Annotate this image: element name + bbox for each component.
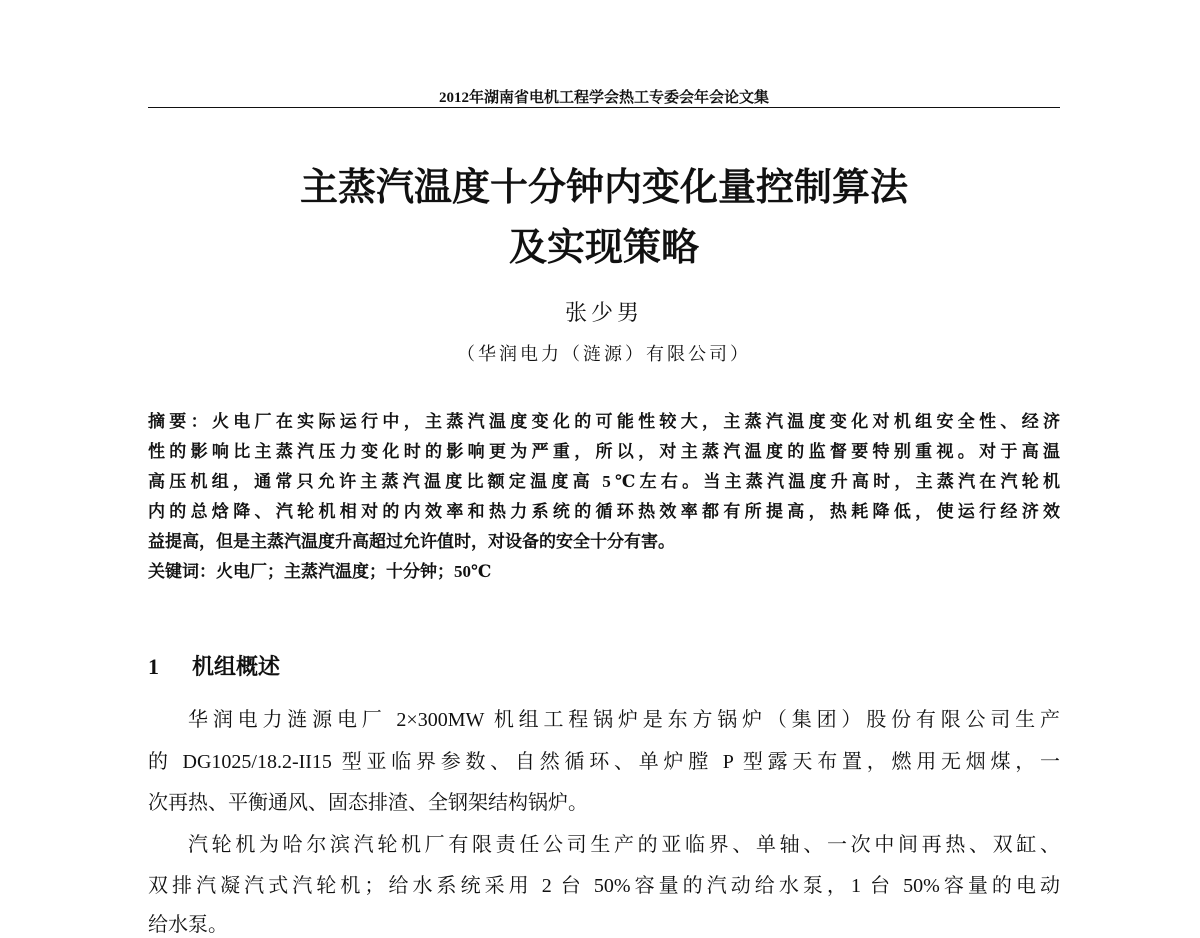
body-line: 次再热、平衡通风、固态排渣、全钢架结构锅炉。 — [148, 792, 588, 814]
abstract-line: 高压机组，通常只允许主蒸汽温度比额定温度高 5℃左右。当主蒸汽温度升高时，主蒸汽在汽轮机 — [148, 472, 1060, 491]
author: 张少男 — [564, 300, 643, 325]
abstract-label: 摘要： — [148, 412, 212, 431]
keywords-text: 火电厂；主蒸汽温度；十分钟；50℃ — [216, 562, 492, 581]
body-line: 的 DG1025/18.2-II15 型亚临界参数、自然循环、单炉膛 P 型露天布置，燃用无烟煤，一 — [148, 751, 1060, 773]
abstract-line: 性的影响比主蒸汽压力变化时的影响更为严重，所以，对主蒸汽温度的监督要特别重视。对于高温 — [148, 442, 1060, 461]
body-line: 给水泵。 — [148, 914, 228, 936]
section-heading — [148, 650, 280, 681]
abstract-line: 益提高，但是主蒸汽温度升高超过允许值时，对设备的安全十分有害。 — [148, 532, 675, 551]
keywords — [148, 561, 1060, 583]
section-title: 机组概述 — [192, 655, 281, 680]
paper-title-line-2: 及实现策略 — [508, 225, 699, 269]
abstract-line: 摘要：火电厂在实际运行中，主蒸汽温度变化的可能性较大，主蒸汽温度变化对机组安全性、经济 — [148, 412, 1060, 431]
body-line: 双排汽凝汽式汽轮机；给水系统采用 2 台 50%容量的汽动给水泵，1 台 50%容量的电动 — [148, 875, 1060, 897]
body-line: 华润电力涟源电厂 2×300MW 机组工程锅炉是东方锅炉（集团）股份有限公司生产 — [188, 709, 1060, 731]
header-rule — [148, 107, 1060, 108]
abstract-line: 内的总焓降、汽轮机相对的内效率和热力系统的循环热效率都有所提高，热耗降低，使运行经济效 — [148, 502, 1060, 521]
keywords-label: 关键词： — [148, 562, 216, 581]
running-head: 2012年湖南省电机工程学会热工专委会年会论文集 — [438, 90, 769, 106]
body-line: 汽轮机为哈尔滨汽轮机厂有限责任公司生产的亚临界、单轴、一次中间再热、双缸、 — [188, 834, 1060, 856]
affiliation: （华润电力（涟源）有限公司） — [457, 344, 751, 364]
section-number: 1 — [148, 654, 159, 679]
paper-title-line-1: 主蒸汽温度十分钟内变化量控制算法 — [299, 165, 908, 209]
